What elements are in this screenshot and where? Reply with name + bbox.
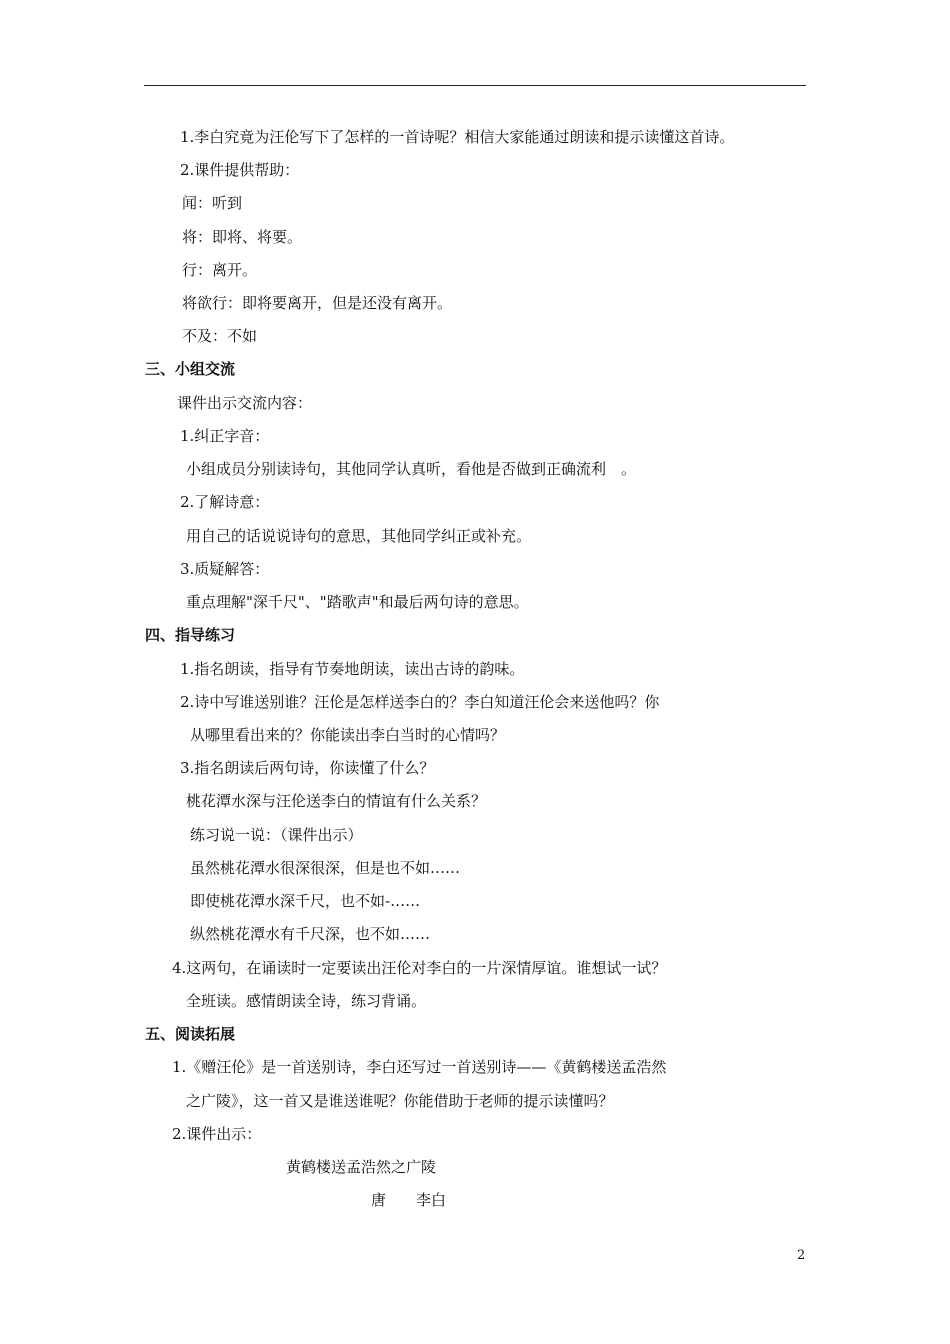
text-line: 行：离开。 — [182, 261, 258, 279]
text-line: 1.《赠汪伦》是一首送别诗，李白还写过一首送别诗——《黄鹤楼送孟浩然 — [172, 1058, 667, 1076]
text-line: 将：即将、将要。 — [182, 228, 303, 246]
section-heading: 四、指导练习 — [145, 626, 236, 644]
text-line: 纵然桃花潭水有千尺深，也不如…… — [190, 925, 431, 943]
text-line: 桃花潭水深与汪伦送李白的情谊有什么关系？ — [186, 792, 487, 810]
text-line: 3.质疑解答： — [180, 560, 270, 578]
text-line: 闻：听到 — [182, 194, 243, 212]
text-line: 小组成员分别读诗句，其他同学认真听，看他是否做到正确流利 。 — [186, 460, 637, 478]
text-line: 即使桃花潭水深千尺，也不如-…… — [190, 892, 421, 910]
text-line: 2.诗中写谁送别谁？汪伦是怎样送李白的？李白知道汪伦会来送他吗？你 — [180, 693, 660, 711]
text-line: 2.了解诗意： — [180, 493, 270, 511]
text-line: 1.纠正字音： — [180, 427, 270, 445]
text-line: 课件出示交流内容： — [177, 394, 313, 412]
text-line: 之广陵》，这一首又是谁送谁呢？你能借助于老师的提示读懂吗？ — [186, 1092, 614, 1110]
section-heading: 三、小组交流 — [145, 360, 236, 378]
text-line: 1.李白究竟为汪伦写下了怎样的一首诗呢？相信大家能通过朗读和提示读懂这首诗。 — [180, 128, 735, 146]
text-line: 从哪里看出来的？你能读出李白当时的心情吗？ — [190, 726, 506, 744]
text-line: 重点理解"深千尺"、"踏歌声"和最后两句诗的意思。 — [186, 593, 529, 611]
section-heading: 五、阅读拓展 — [145, 1025, 236, 1043]
text-line: 虽然桃花潭水很深很深，但是也不如…… — [190, 859, 461, 877]
header-rule — [144, 85, 806, 86]
text-line: 3.指名朗读后两句诗，你读懂了什么？ — [180, 759, 435, 777]
text-line: 练习说一说：（课件出示） — [190, 826, 363, 844]
poem-title: 黄鹤楼送孟浩然之广陵 — [286, 1158, 437, 1176]
text-line: 全班读。感情朗读全诗，练习背诵。 — [186, 992, 427, 1010]
text-line: 1.指名朗读，指导有节奏地朗读，读出古诗的韵味。 — [180, 660, 525, 678]
page-number: 2 — [797, 1248, 806, 1263]
text-line: 2.课件提供帮助： — [180, 161, 300, 179]
text-line: 2.课件出示： — [172, 1125, 262, 1143]
text-line: 不及：不如 — [182, 327, 258, 345]
text-line: 4.这两句，在诵读时一定要读出汪伦对李白的一片深情厚谊。谁想试一试？ — [172, 959, 667, 977]
poem-author: 唐 李白 — [371, 1191, 447, 1209]
text-line: 将欲行：即将要离开，但是还没有离开。 — [182, 294, 453, 312]
text-line: 用自己的话说说诗句的意思，其他同学纠正或补充。 — [186, 527, 532, 545]
